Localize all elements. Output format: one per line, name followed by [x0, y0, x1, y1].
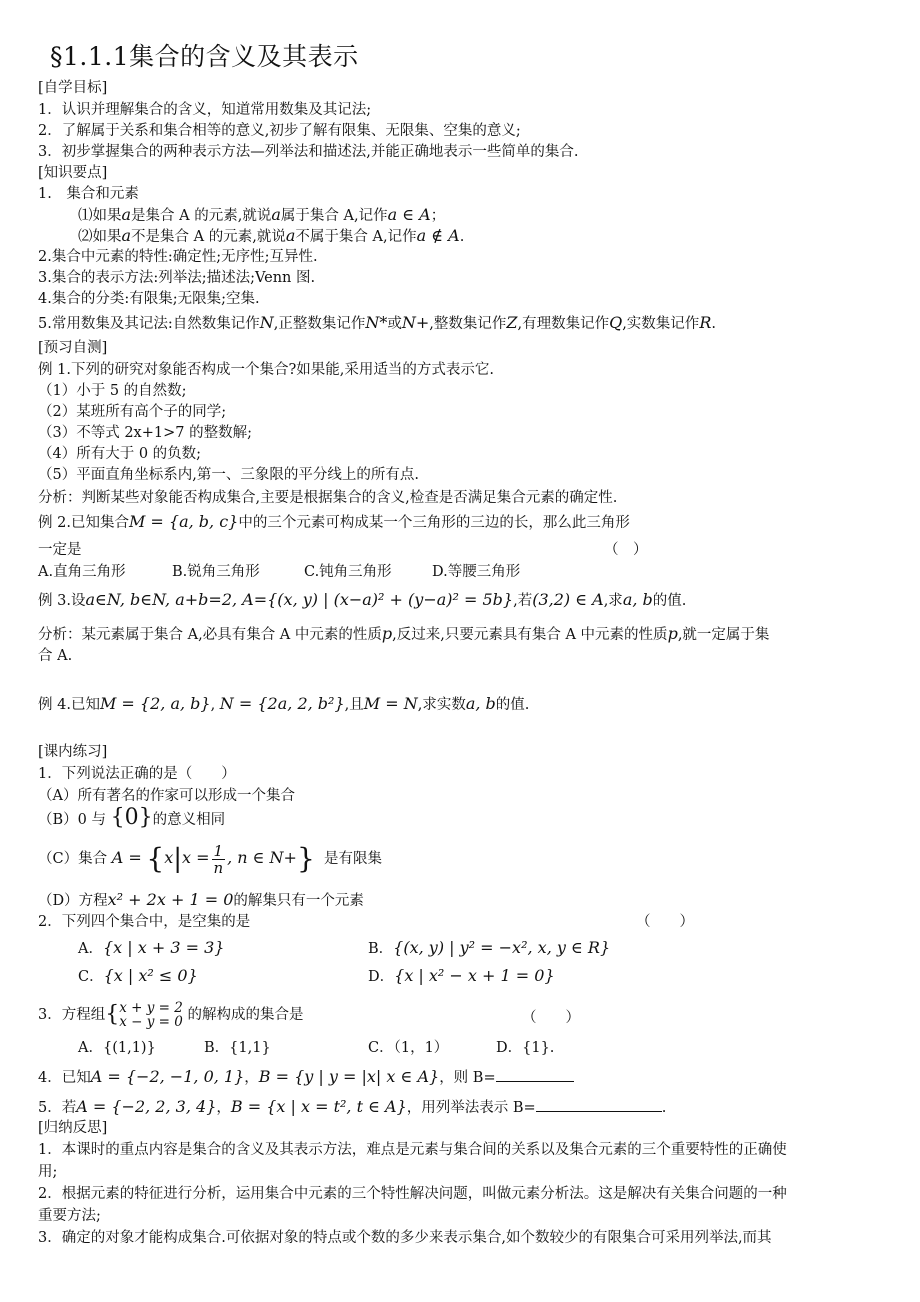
question-2-option-a: A．{x | x + 3 = 3} [78, 938, 225, 957]
question-5: 5．若A = {−2, 2, 3, 4}，B = {x | x = t², t ∈ A}，用列举法表示 B= . [38, 1097, 667, 1116]
example-2-option-c: C.钝角三角形 [304, 564, 392, 580]
answer-blank[interactable] [536, 1096, 662, 1112]
question-1-option-a: （A）所有著名的作家可以形成一个集合 [38, 788, 295, 804]
fraction-one-over-n: $\frac{1}{n}$ [213, 841, 224, 877]
page-title: §1.1.1集合的含义及其表示 [50, 42, 359, 71]
question-2-option-c: C．{x | x² ≤ 0} [78, 966, 198, 985]
reflection-line-5: 3．确定的对象才能构成集合.可依据对象的特点或个数的多少来表示集合,如个数较少的有限集合可采用列举法,而其 [38, 1230, 772, 1246]
knowledge-item-3: 3.集合的表示方法:列举法;描述法;Venn 图. [38, 270, 316, 286]
reflection-line-4: 重要方法; [38, 1208, 101, 1224]
example-2-line-2: 一定是 [38, 542, 82, 558]
question-3-option-b: B．{1,1} [204, 1040, 271, 1056]
reflection-line-3: 2．根据元素的特征进行分析，运用集合中元素的三个特性解决问题，叫做元素分析法。这是解决有关集合问题的一种 [38, 1186, 787, 1202]
knowledge-item-4: 4.集合的分类:有限集;无限集;空集. [38, 291, 260, 307]
section-heading-reflection: [归纳反思] [38, 1120, 108, 1136]
example-1-item-5: （5）平面直角坐标系内,第一、三象限的平分线上的所有点. [38, 467, 419, 483]
equation-system: x + y = 2 x − y = 0 [119, 1000, 183, 1030]
question-2-option-b: B．{(x, y) | y² = −x², x, y ∈ R} [368, 938, 611, 957]
analysis-2-line-2: 合 A. [38, 648, 73, 664]
question-1: 1．下列说法正确的是（ ） [38, 766, 236, 782]
analysis-1: 分析：判断某些对象能否构成集合,主要是根据集合的含义,检查是否满足集合元素的确定性. [38, 490, 618, 506]
example-1-item-1: （1）小于 5 的自然数; [38, 383, 187, 399]
knowledge-item-1: 1. 集合和元素 [38, 186, 139, 202]
question-3: 3．方程组{ x + y = 2 x − y = 0 的解构成的集合是 [38, 1000, 304, 1030]
question-3-option-a: A．{(1,1)} [78, 1040, 156, 1056]
example-3: 例 3.设a∈N, b∈N, a+b=2, A={(x, y) | (x−a)² + (y−a)² = 5b},若(3,2) ∈ A,求a, b的值. [38, 590, 687, 609]
knowledge-item-5: 5.常用数集及其记法:自然数集记作N,正整数集记作N*或N+,整数集记作Z,有理数集记作Q,实数集记作R. [38, 313, 716, 332]
goal-1: 1．认识并理解集合的含义，知道常用数集及其记法; [38, 102, 372, 118]
knowledge-sub-2: ⑵如果a不是集合 A 的元素,就说a不属于集合 A,记作a ∉ A. [78, 226, 465, 245]
analysis-2-line-1: 分析：某元素属于集合 A,必具有集合 A 中元素的性质p,反过来,只要元素具有集合 A 中元素的性质p,就一定属于集 [38, 624, 770, 643]
goal-2: 2．了解属于关系和集合相等的意义,初步了解有限集、无限集、空集的意义; [38, 123, 521, 139]
reflection-line-1: 1．本课时的重点内容是集合的含义及其表示方法，难点是元素与集合间的关系以及集合元素的三个重要特性的正确使 [38, 1142, 787, 1158]
example-2-line-1: 例 2.已知集合M = {a, b, c}中的三个元素可构成某一个三角形的三边的长，那么此三角形 [38, 512, 630, 531]
section-heading-knowledge: [知识要点] [38, 165, 108, 181]
goal-3: 3．初步掌握集合的两种表示方法—列举法和描述法,并能正确地表示一些简单的集合. [38, 144, 579, 160]
question-1-option-b: （B）0 与 {0}的意义相同 [38, 805, 226, 830]
example-4: 例 4.已知M = {2, a, b}, N = {2a, 2, b²},且M = N,求实数a, b的值. [38, 694, 530, 713]
question-1-option-d: （D）方程x² + 2x + 1 = 0的解集只有一个元素 [38, 890, 364, 909]
section-heading-preview: [预习自测] [38, 340, 108, 356]
section-heading-goals: [自学目标] [38, 80, 108, 96]
question-3-answer-paren: （ ） [522, 1010, 580, 1026]
question-2-answer-paren: （ ） [636, 914, 694, 930]
question-4: 4．已知A = {−2, −1, 0, 1}，B = {y | y = |x| x ∈ A}，则 B= [38, 1066, 574, 1088]
answer-paren: （ ） [604, 542, 648, 558]
question-3-option-d: D．{1}. [496, 1040, 555, 1056]
knowledge-item-2: 2.集合中元素的特性:确定性;无序性;互异性. [38, 249, 318, 265]
answer-blank[interactable] [496, 1066, 574, 1082]
knowledge-sub-1: ⑴如果a是集合 A 的元素,就说a属于集合 A,记作a ∈ A； [78, 205, 446, 224]
section-heading-practice: [课内练习] [38, 744, 108, 760]
example-2-option-d: D.等腰三角形 [432, 564, 521, 580]
example-2-option-a: A.直角三角形 [38, 564, 126, 580]
example-1-item-4: （4）所有大于 0 的负数; [38, 446, 202, 462]
question-2: 2．下列四个集合中，是空集的是 [38, 914, 251, 930]
reflection-line-2: 用; [38, 1164, 58, 1180]
example-2-option-b: B.锐角三角形 [172, 564, 260, 580]
example-1: 例 1.下列的研究对象能否构成一个集合?如果能,采用适当的方式表示它. [38, 362, 494, 378]
example-1-item-3: （3）不等式 2x+1>7 的整数解; [38, 425, 252, 441]
question-1-option-c: （C）集合 A = {x|x = $\frac{1}{n}$ , n ∈ N+} 是有限集 [38, 841, 383, 877]
question-2-option-d: D．{x | x² − x + 1 = 0} [368, 966, 555, 985]
example-1-item-2: （2）某班所有高个子的同学; [38, 404, 227, 420]
question-3-option-c: C．（1，1） [368, 1040, 449, 1056]
